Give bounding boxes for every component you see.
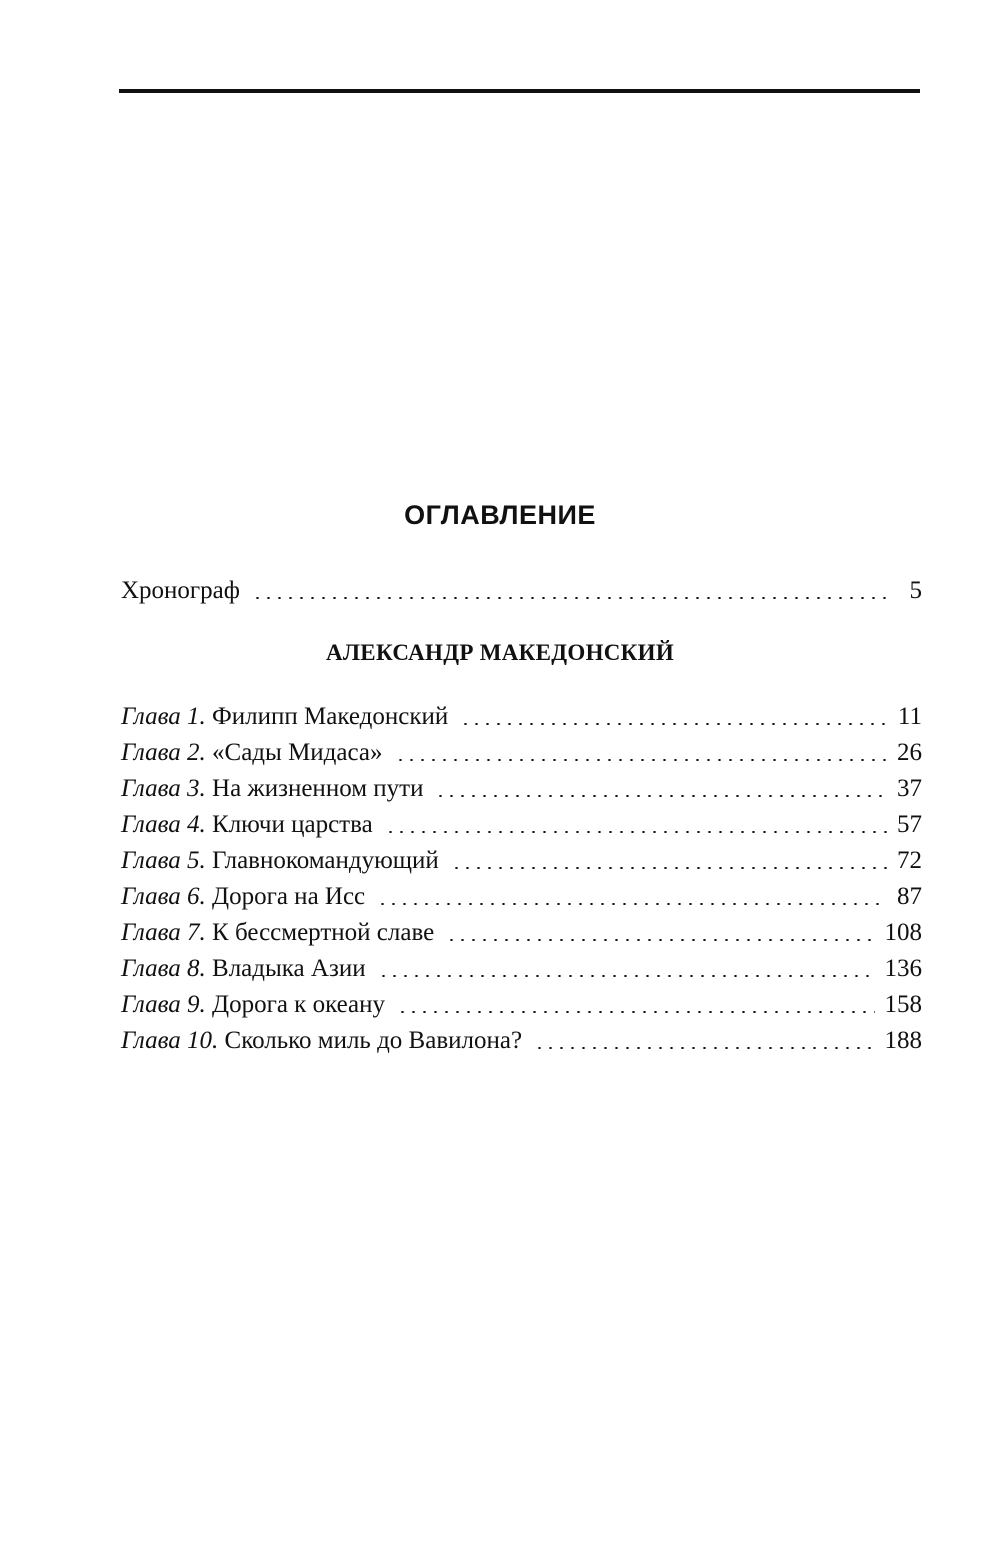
dot-leader (395, 759, 888, 761)
toc-entry-chapter-4[interactable] (121, 804, 922, 840)
toc-entry-chapter-9[interactable] (121, 984, 922, 1020)
page-title: ОГЛАВЛЕНИЕ (404, 500, 596, 530)
toc-entry-chapter-3[interactable] (121, 768, 922, 804)
chapter-page: 87 (897, 883, 922, 910)
dot-leader (385, 831, 887, 833)
toc-entry-title: Хронограф (121, 577, 240, 604)
chapter-prefix: Глава 3. (121, 775, 206, 802)
dot-leader (378, 975, 875, 977)
chapter-title: Дорога к океану (212, 991, 385, 1018)
chapter-title: К бессмертной славе (212, 919, 435, 946)
chapter-title: Филипп Македонский (212, 703, 449, 730)
toc-entry-chapter-1[interactable] (121, 696, 922, 732)
dot-leader (460, 723, 888, 725)
chapter-prefix: Глава 9. (121, 991, 206, 1018)
chapter-prefix: Глава 5. (121, 847, 206, 874)
dot-leader (451, 867, 887, 869)
dot-leader (397, 1011, 875, 1013)
chapter-page: 37 (897, 775, 922, 802)
toc-entry-chapter-8[interactable] (121, 948, 922, 984)
chapter-page: 158 (884, 991, 922, 1018)
chapter-page: 188 (884, 1027, 922, 1054)
chapter-page: 57 (897, 811, 922, 838)
chapter-page: 108 (884, 919, 922, 946)
toc-entry-chapter-10[interactable] (121, 1020, 922, 1056)
toc-entry-chapter-2[interactable] (121, 732, 922, 768)
toc-entry-page: 5 (909, 577, 922, 604)
chapter-title: На жизненном пути (212, 775, 424, 802)
dot-leader (435, 795, 887, 797)
chapter-page: 72 (897, 847, 922, 874)
section-heading: АЛЕКСАНДР МАКЕДОНСКИЙ (325, 640, 675, 665)
chapter-title: Главнокомандующий (212, 847, 439, 874)
chapter-prefix: Глава 1. (121, 703, 206, 730)
chapter-title: Владыка Азии (212, 955, 366, 982)
chapter-prefix: Глава 8. (121, 955, 206, 982)
chapter-prefix: Глава 10. (121, 1027, 219, 1054)
chapter-page: 136 (884, 955, 922, 982)
dot-leader (534, 1047, 874, 1049)
toc-entry-chapter-6[interactable] (121, 876, 922, 912)
chapter-page: 26 (897, 739, 922, 766)
dot-leader (252, 597, 890, 599)
chapter-page: 11 (897, 703, 922, 730)
chapter-title: Сколько миль до Вавилона? (224, 1027, 523, 1054)
toc-entry-chapter-5[interactable] (121, 840, 922, 876)
top-rule (119, 89, 920, 93)
chapter-prefix: Глава 2. (121, 739, 206, 766)
toc-entry-intro[interactable] (121, 570, 922, 606)
chapter-title: Дорога на Исс (212, 883, 366, 910)
chapter-title: Ключи царства (212, 811, 373, 838)
dot-leader (446, 939, 874, 941)
chapter-prefix: Глава 4. (121, 811, 206, 838)
chapter-title: «Сады Мидаса» (212, 739, 383, 766)
dot-leader (377, 903, 887, 905)
chapter-prefix: Глава 6. (121, 883, 206, 910)
toc-entry-chapter-7[interactable] (121, 912, 922, 948)
chapter-prefix: Глава 7. (121, 919, 206, 946)
